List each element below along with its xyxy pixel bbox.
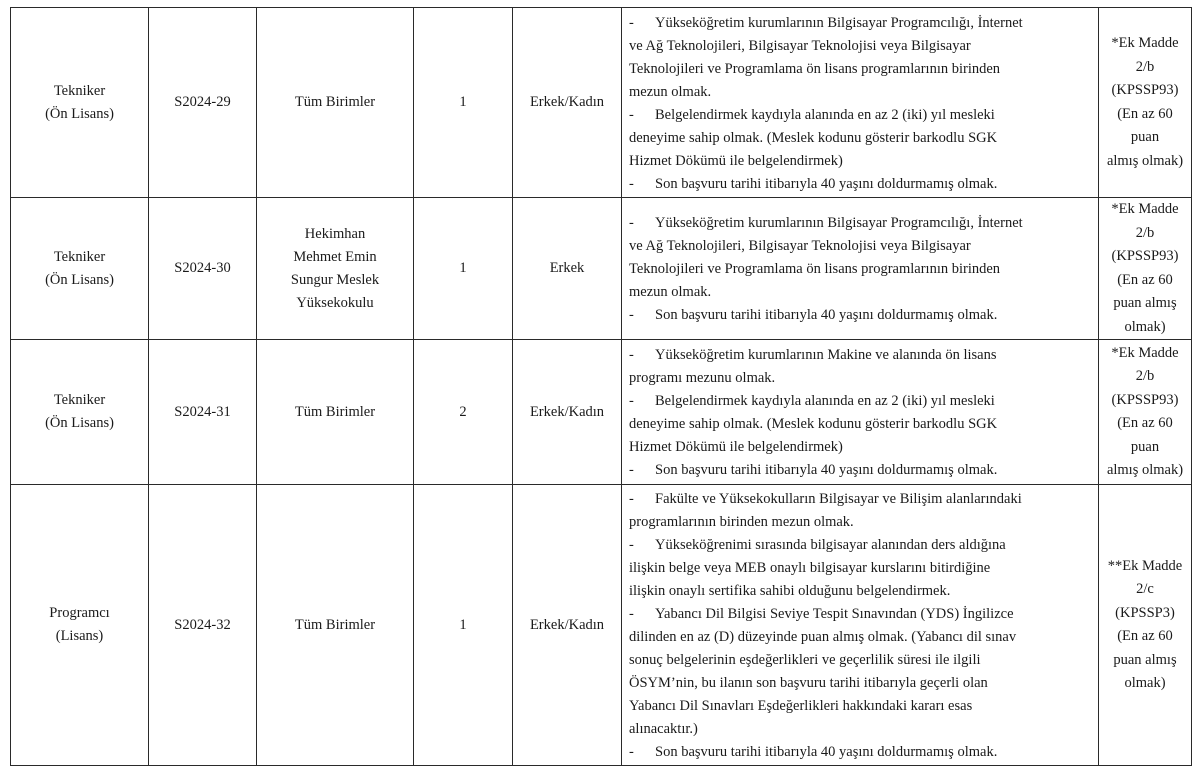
requirement-text: Belgelendirmek kaydıyla alanında en az 2 (iki) yıl mesleki [655,393,995,409]
requirement-line [629,344,1092,367]
requirement-line [629,511,1092,534]
requirement-line [629,104,1092,127]
exam-condition-cell [1099,340,1192,485]
requirement-text: Hizmet Dökümü ile belgelendirmek) [629,152,843,169]
requirement-line [629,127,1092,150]
requirement-line [629,173,1092,196]
unit-cell [257,340,414,485]
dash-bullet-icon: - [629,347,634,363]
requirement-line [629,390,1092,413]
position-code-cell: S2024-32 [149,485,257,766]
requirement-line [629,741,1092,764]
requirement-text: mezun olmak. [629,284,712,300]
table-row [11,198,1192,340]
exam-condition-cell-line: olmak) [1124,675,1166,691]
dash-bullet-icon: - [629,215,634,231]
requirement-text: Son başvuru tarihi itibarıyla 40 yaşını doldurmamış olmak. [655,307,998,323]
exam-condition-cell [1099,485,1192,766]
unit-cell-line: Tüm Birimler [294,94,376,110]
requirement-text: Belgelendirmek kaydıyla alanında en az 2 (iki) yıl mesleki [655,106,995,123]
exam-condition-cell-line: **Ek Madde 2/c [1107,557,1183,597]
unit-cell [257,198,414,340]
requirement-line [629,718,1092,741]
exam-condition-cell-line: olmak) [1124,318,1166,335]
unit-cell-line: Tüm Birimler [294,403,376,420]
position-title-cell [11,198,149,340]
table-row [11,485,1192,766]
dash-bullet-icon: - [629,537,634,553]
requirement-text: ÖSYM’nin, bu ilanın son başvuru tarihi itibarıyla geçerli olan [629,675,988,691]
requirement-line [629,212,1092,235]
exam-condition-cell-line: *Ek Madde 2/b [1111,201,1179,241]
exam-condition-cell [1099,198,1192,340]
requirement-line [629,367,1092,390]
requirement-text: Hizmet Dökümü ile belgelendirmek) [629,439,843,455]
exam-condition-cell-line: puan almış [1113,651,1177,668]
requirement-text: Yükseköğretim kurumlarının Bilgisayar Programcılığı, İnternet [655,14,1023,31]
requirement-line [629,672,1092,695]
quota-cell: 1 [414,485,513,766]
quota-cell: 2 [414,340,513,485]
requirement-line [629,35,1092,58]
requirement-text: Son başvuru tarihi itibarıyla 40 yaşını doldurmamış olmak. [655,175,998,192]
table-row [11,340,1192,485]
position-title-cell-line: (Ön Lisans) [45,271,114,288]
exam-condition-cell-line: (En az 60 [1117,271,1173,288]
requirement-text: ilişkin belge veya MEB onaylı bilgisayar kurslarını bitirdiğine [629,560,991,576]
position-title-cell-line: (Lisans) [55,628,104,644]
requirement-text: ilişkin onaylı sertifika sahibi olduğunu belgelendirmek. [629,583,951,599]
requirement-text: Son başvuru tarihi itibarıyla 40 yaşını doldurmamış olmak. [655,744,998,760]
exam-condition-cell-line: (KPSSP93) [1111,248,1179,264]
requirement-line [629,649,1092,672]
dash-bullet-icon: - [629,744,634,760]
position-title-cell [11,340,149,485]
position-title-cell-line: (Ön Lisans) [45,105,114,122]
exam-condition-cell-line: (En az 60 [1117,628,1173,644]
requirement-text: mezun olmak. [629,83,712,100]
gender-cell: Erkek/Kadın [513,485,622,766]
requirement-text: Yükseköğretim kurumlarının Makine ve alanında ön lisans [655,347,997,363]
requirement-text: Yabancı Dil Bilgisi Seviye Tespit Sınavından (YDS) İngilizce [655,606,1014,622]
position-title-cell [11,8,149,198]
requirement-line [629,304,1092,327]
exam-condition-cell-line: (KPSSP3) [1115,604,1175,621]
requirement-line [629,488,1092,511]
requirement-line [629,258,1092,281]
exam-condition-cell-line: almış olmak) [1106,152,1184,169]
requirement-line [629,557,1092,580]
requirement-line [629,436,1092,459]
position-code-cell: S2024-30 [149,198,257,340]
unit-cell-line: Yüksekokulu [296,294,374,311]
requirement-text: deneyime sahip olmak. (Meslek kodunu gösterir barkodlu SGK [629,416,998,432]
requirement-text: Yükseköğrenimi sırasında bilgisayar alanından ders aldığına [655,537,1006,553]
gender-cell: Erkek/Kadın [513,8,622,198]
unit-cell [257,8,414,198]
requirements-cell [622,8,1099,198]
requirement-line [629,281,1092,304]
requirements-cell [622,485,1099,766]
requirement-text: Teknolojileri ve Programlama ön lisans programlarının birinden [629,261,1001,277]
requirement-line [629,580,1092,603]
unit-cell-line: Sungur Meslek [290,271,380,288]
requirement-line [629,81,1092,104]
dash-bullet-icon: - [629,175,634,192]
dash-bullet-icon: - [629,14,634,31]
requirement-line [629,459,1092,482]
requirement-text: dilinden en az (D) düzeyinde puan almış olmak. (Yabancı dil sınav [629,629,1017,645]
table-row [11,8,1192,198]
gender-cell: Erkek/Kadın [513,340,622,485]
dash-bullet-icon: - [629,106,634,123]
requirement-line [629,413,1092,436]
position-title-cell-line: (Ön Lisans) [45,415,114,431]
requirement-text: ve Ağ Teknolojileri, Bilgisayar Teknolojisi veya Bilgisayar [629,238,971,254]
position-title-cell [11,485,149,766]
dash-bullet-icon: - [629,393,634,409]
exam-condition-cell-line: *Ek Madde 2/b [1111,344,1179,384]
dash-bullet-icon: - [629,462,634,478]
requirement-text: Yabancı Dil Sınavları Eşdeğerlikleri hakkındaki kararı esas [629,698,973,714]
position-title-cell-line: Programcı [49,605,110,621]
unit-cell-line: Mehmet Emin [293,248,377,265]
position-code-cell: S2024-31 [149,340,257,485]
requirement-text: programlarının birinden mezun olmak. [629,514,854,530]
exam-condition-cell-line: (En az 60 puan [1117,415,1173,455]
requirement-text: programı mezunu olmak. [629,370,776,386]
exam-condition-cell-line: (En az 60 puan [1117,105,1173,145]
exam-condition-cell-line: puan almış [1113,295,1177,311]
exam-condition-cell-line: *Ek Madde 2/b [1111,35,1179,75]
requirement-text: ve Ağ Teknolojileri, Bilgisayar Teknolojisi veya Bilgisayar [629,37,971,54]
dash-bullet-icon: - [629,307,634,323]
quota-cell: 1 [414,198,513,340]
requirement-text: Fakülte ve Yüksekokulların Bilgisayar ve Bilişim alanlarındaki [655,491,1022,507]
exam-condition-cell-line: (KPSSP93) [1111,82,1179,98]
gender-cell: Erkek [513,198,622,340]
position-title-cell-line: Tekniker [53,248,106,265]
requirement-line [629,58,1092,81]
position-title-cell-line: Tekniker [53,82,106,99]
requirement-line [629,534,1092,557]
requirement-text: Son başvuru tarihi itibarıyla 40 yaşını doldurmamış olmak. [655,462,998,478]
requirements-cell [622,340,1099,485]
requirement-line [629,603,1092,626]
requirements-cell [622,198,1099,340]
requirement-line [629,695,1092,718]
position-title-cell-line: Tekniker [53,392,106,408]
positions-table [10,7,1192,766]
dash-bullet-icon: - [629,606,634,622]
exam-condition-cell-line: almış olmak) [1106,462,1184,478]
requirement-text: sonuç belgelerinin eşdeğerlikleri ve geçerlilik süresi ile ilgili [629,652,981,668]
requirement-line [629,12,1092,35]
position-code-cell: S2024-29 [149,8,257,198]
unit-cell [257,485,414,766]
requirement-line [629,150,1092,173]
job-listing-document [10,7,1192,766]
requirement-line [629,235,1092,258]
requirement-line [629,626,1092,649]
quota-cell: 1 [414,8,513,198]
exam-condition-cell-line: (KPSSP93) [1111,391,1179,408]
exam-condition-cell [1099,8,1192,198]
unit-cell-line: Tüm Birimler [294,616,376,633]
requirement-text: Teknolojileri ve Programlama ön lisans programlarının birinden [629,60,1001,77]
requirement-text: deneyime sahip olmak. (Meslek kodunu gösterir barkodlu SGK [629,129,998,146]
requirement-text: alınacaktır.) [629,721,698,737]
dash-bullet-icon: - [629,491,634,507]
unit-cell-line: Hekimhan [304,225,366,242]
requirement-text: Yükseköğretim kurumlarının Bilgisayar Programcılığı, İnternet [655,215,1023,231]
